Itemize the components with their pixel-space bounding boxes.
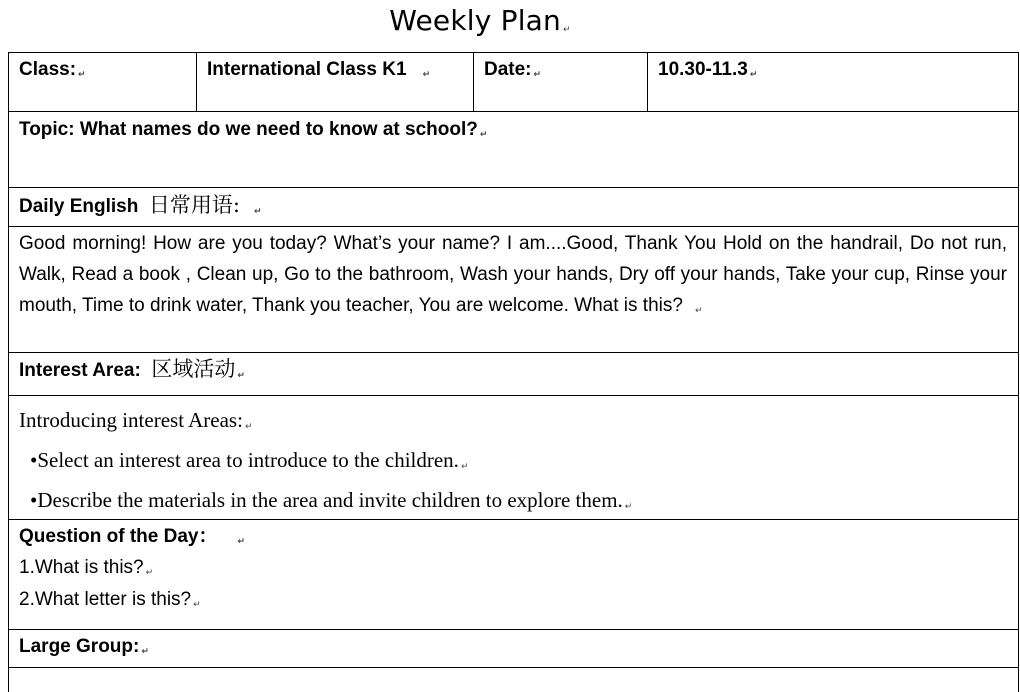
weekly-plan-table [8, 52, 1018, 692]
row-divider [8, 629, 1018, 630]
table-border-left [8, 52, 9, 692]
question-of-day-heading: Question of the Day： ↵ [19, 526, 246, 547]
column-divider [196, 52, 197, 111]
column-divider [473, 52, 474, 111]
row-divider [8, 395, 1018, 396]
row-divider [8, 667, 1018, 668]
date-value: 10.30-11.3 ↵ [658, 59, 758, 80]
daily-english-text: Good morning! How are you today? What’s your name? I am....Good, Thank You Hold on the handrail, Do not run, Walk, Read a book , Clean up, Go to the bathroom, Wash your hands, Dry off your hands, Take your cup, Rinse your mouth, Time to drink water, Thank you teacher, You are welcome. What is this? ↵ [19, 233, 1007, 316]
table-border-top [8, 52, 1018, 53]
row-divider [8, 226, 1018, 227]
interest-area-bullet: •Select an interest area to introduce to the children. ↵ [30, 448, 469, 472]
row-divider [8, 352, 1018, 353]
paragraph-mark: ↵ [562, 25, 571, 35]
row-divider [8, 111, 1018, 112]
document-title: Weekly Plan ↵ [389, 4, 571, 37]
table-border-right [1018, 52, 1019, 692]
question-item: 2.What letter is this? ↵ [19, 589, 201, 610]
topic: Topic: What names do we need to know at school? ↵ [19, 119, 488, 140]
row-divider [8, 187, 1018, 188]
interest-area-intro: Introducing interest Areas: ↵ [19, 408, 253, 432]
class-value: International Class K1 ↵ [207, 59, 431, 80]
row-divider [8, 519, 1018, 520]
question-item: 1.What is this? ↵ [19, 557, 154, 578]
date-label: Date: ↵ [484, 59, 542, 80]
large-group-heading: Large Group: ↵ [19, 636, 149, 657]
daily-english-heading: Daily English 日常用语: ↵ [19, 193, 262, 217]
interest-area-heading: Interest Area: 区域活动 ↵ [19, 357, 245, 381]
interest-area-bullet: •Describe the materials in the area and invite children to explore them. ↵ [30, 488, 633, 512]
class-label: Class: ↵ [19, 59, 86, 80]
column-divider [647, 52, 648, 111]
